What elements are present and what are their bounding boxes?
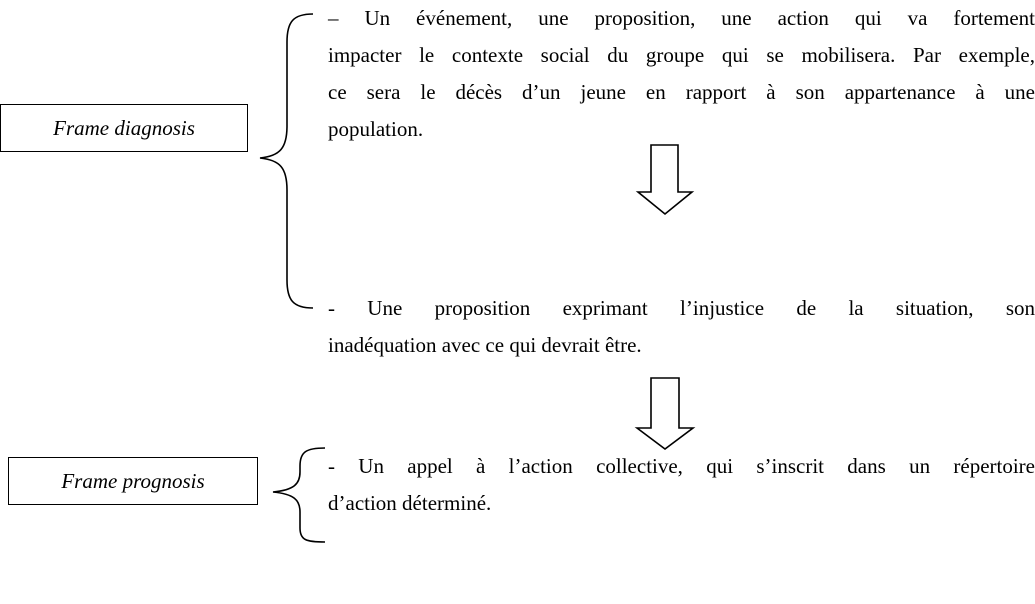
text-line: d’action déterminé. — [328, 491, 492, 515]
down-arrow-2 — [637, 378, 693, 449]
text-line: – Un événement, une proposition, une action qui va fortement — [328, 6, 1035, 30]
frame-diagnosis-label: Frame diagnosis — [53, 115, 195, 140]
frame-prognosis-label: Frame prognosis — [61, 468, 205, 493]
text-line: - Un appel à l’action collective, qui s’inscrit dans un répertoire — [328, 454, 1035, 478]
text-line: - Une proposition exprimant l’injustice de la situation, son — [328, 296, 1035, 320]
diagnosis-brace — [260, 14, 313, 308]
prognosis-brace — [273, 448, 325, 542]
text-line: impacter le contexte social du groupe qui se mobilisera. Par exemple, — [328, 43, 1035, 67]
text-line: population. — [328, 117, 424, 141]
text-line: inadéquation avec ce qui devrait être. — [328, 333, 642, 357]
down-arrow-1 — [638, 145, 692, 214]
text-line: ce sera le décès d’un jeune en rapport à son appartenance à une — [328, 80, 1035, 104]
